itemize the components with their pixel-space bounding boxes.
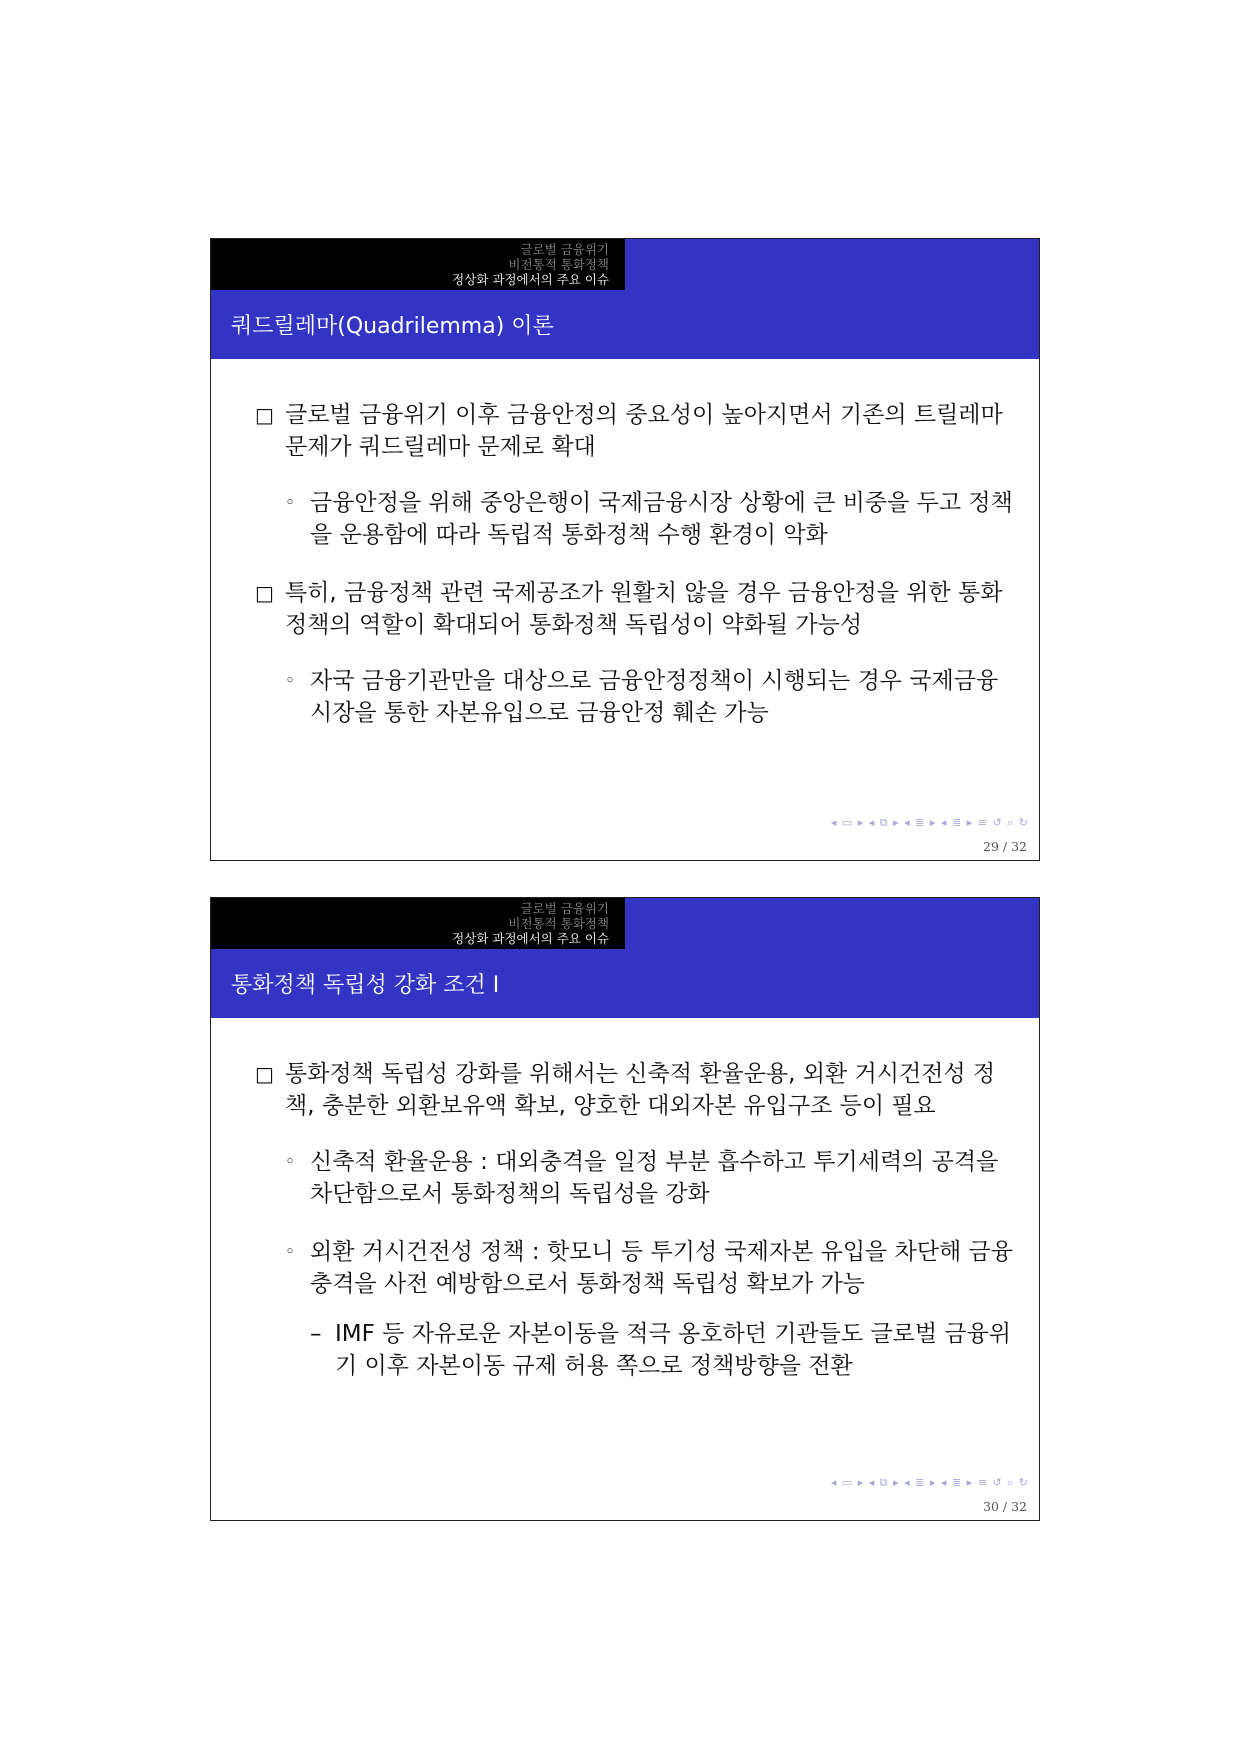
- nav-prev-slide-icon[interactable]: ◂ ▭ ▸: [830, 1476, 865, 1489]
- slide-content: [211, 1018, 1039, 1382]
- sub-sub-item: [310, 1318, 1019, 1382]
- nav-search-icon[interactable]: ↺ ⌕ ↻: [992, 816, 1029, 829]
- section-link-1[interactable]: 글로벌 금융위기: [520, 901, 609, 916]
- nav-section-icon[interactable]: ◂ ≣ ▸: [904, 816, 937, 829]
- item-text: 통화정책 독립성 강화를 위해서는 신축적 환율운용, 외환 거시건전성 정책, 충분한 외환보유액 확보, 양호한 대외자본 유입구조 등이 필요: [285, 1061, 996, 1119]
- sub-sub-item-text: IMF 등 자유로운 자본이동을 적극 옹호하던 기관들도 글로벌 금융위기 이후 자본이동 규제 허용 쪽으로 정책방향을 전환: [335, 1321, 1012, 1379]
- section-link-3-current[interactable]: 정상화 과정에서의 주요 이슈: [452, 272, 609, 287]
- section-navigation: [211, 239, 625, 290]
- section-navigation: [211, 898, 625, 949]
- nav-search-icon[interactable]: ↺ ⌕ ↻: [992, 1476, 1029, 1489]
- circle-bullet-icon: ◦: [285, 1242, 296, 1262]
- square-bullet-icon: □: [255, 403, 274, 427]
- nav-subsection-icon[interactable]: ◂ ≣ ▸: [940, 816, 974, 829]
- list-item: [255, 577, 1019, 641]
- header-band: [211, 239, 1039, 290]
- section-link-3-current[interactable]: 정상화 과정에서의 주요 이슈: [452, 931, 609, 946]
- slide-title: 통화정책 독립성 강화 조건 I: [211, 949, 1039, 1018]
- header-band: [211, 898, 1039, 949]
- sub-item-text: 신축적 환율운용 : 대외충격을 일정 부분 흡수하고 투기세력의 공격을 차단함으로서 통화정책의 독립성을 강화: [310, 1149, 999, 1207]
- nav-prev-slide-icon[interactable]: ◂ ▭ ▸: [830, 816, 865, 829]
- slide-29: [210, 238, 1040, 861]
- circle-bullet-icon: ◦: [285, 493, 296, 513]
- sub-item: [285, 487, 1019, 551]
- nav-subsection-icon[interactable]: ◂ ≣ ▸: [940, 1476, 974, 1489]
- circle-bullet-icon: ◦: [285, 671, 296, 691]
- navigation-symbols: [831, 1476, 1029, 1490]
- sub-item-text: 금융안정을 위해 중앙은행이 국제금융시장 상황에 큰 비중을 두고 정책을 운용함에 따라 독립적 통화정책 수행 환경이 악화: [310, 490, 1013, 548]
- navigation-symbols: [831, 816, 1029, 830]
- section-link-2[interactable]: 비전통적 통화정책: [508, 916, 609, 931]
- nav-section-icon[interactable]: ◂ ≣ ▸: [904, 1476, 937, 1489]
- section-link-2[interactable]: 비전통적 통화정책: [508, 257, 609, 272]
- square-bullet-icon: □: [255, 581, 274, 605]
- list-item: [255, 399, 1019, 463]
- section-link-1[interactable]: 글로벌 금융위기: [520, 242, 609, 257]
- nav-align-icon[interactable]: ≡: [977, 1476, 988, 1489]
- sub-item: [285, 1236, 1019, 1300]
- square-bullet-icon: □: [255, 1062, 274, 1086]
- item-text: 특히, 금융정책 관련 국제공조가 원활치 않을 경우 금융안정을 위한 통화정책의 역할이 확대되어 통화정책 독립성이 약화될 가능성: [285, 580, 1003, 638]
- circle-bullet-icon: ◦: [285, 1152, 296, 1172]
- item-text: 글로벌 금융위기 이후 금융안정의 중요성이 높아지면서 기존의 트릴레마 문제가 쿼드릴레마 문제로 확대: [285, 402, 1003, 460]
- nav-frame-icon[interactable]: ◂ ⧉ ▸: [868, 1476, 900, 1489]
- sub-item-text: 자국 금융기관만을 대상으로 금융안정정책이 시행되는 경우 국제금융시장을 통한 자본유입으로 금융안정 훼손 가능: [310, 668, 999, 726]
- page-number: 30 / 32: [983, 1499, 1027, 1514]
- slide-title: 쿼드릴레마(Quadrilemma) 이론: [211, 290, 1039, 359]
- page-number: 29 / 32: [983, 839, 1027, 854]
- nav-frame-icon[interactable]: ◂ ⧉ ▸: [868, 816, 900, 829]
- sub-item: [285, 1146, 1019, 1210]
- nav-align-icon[interactable]: ≡: [977, 816, 988, 829]
- sub-item-text: 외환 거시건전성 정책 : 핫모니 등 투기성 국제자본 유입을 차단해 금융충격을 사전 예방함으로서 통화정책 독립성 확보가 가능: [310, 1239, 1013, 1297]
- list-item: [255, 1058, 1019, 1122]
- sub-item: [285, 665, 1019, 729]
- slide-content: [211, 359, 1039, 729]
- dash-bullet-icon: –: [310, 1321, 322, 1347]
- slide-30: [210, 897, 1040, 1521]
